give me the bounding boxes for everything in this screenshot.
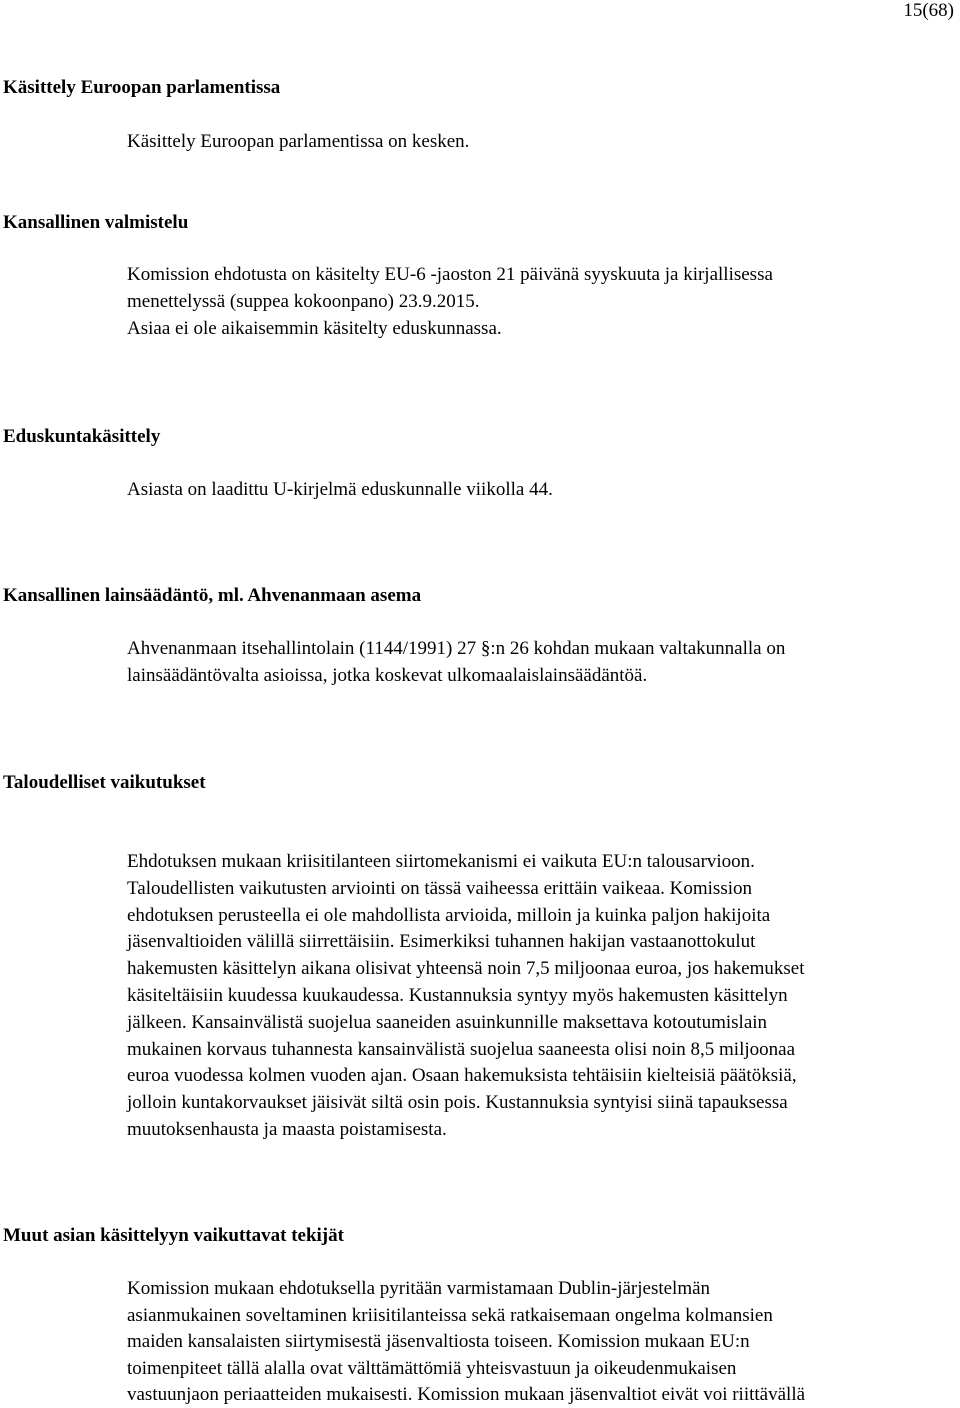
section-heading: Käsittely Euroopan parlamentissa	[3, 77, 281, 98]
body-text-line: Taloudellisten vaikutusten arviointi on tässä vaiheessa erittäin vaikeaa. Komission	[127, 878, 752, 899]
section-heading: Eduskuntakäsittely	[3, 426, 161, 447]
section-heading: Kansallinen valmistelu	[3, 212, 189, 233]
body-text-line: Ehdotuksen mukaan kriisitilanteen siirtomekanismi ei vaikuta EU:n talousarvioon.	[127, 851, 755, 872]
body-text-line: Asiaa ei ole aikaisemmin käsitelty eduskunnassa.	[127, 318, 502, 339]
section-heading: Muut asian käsittelyyn vaikuttavat tekijät	[3, 1225, 344, 1246]
body-text-line: jälkeen. Kansainvälistä suojelua saaneiden asuinkunnille maksettava kotoutumislain	[127, 1012, 768, 1033]
body-text-line: Käsittely Euroopan parlamentissa on kesken.	[127, 131, 470, 152]
body-text-line: toimenpiteet tällä alalla ovat välttämättömiä yhteisvastuun ja oikeudenmukaisen	[127, 1358, 737, 1379]
body-text-line: Ahvenanmaan itsehallintolain (1144/1991) 27 §:n 26 kohdan mukaan valtakunnalla on	[127, 638, 786, 659]
body-text-line: lainsäädäntövalta asioissa, jotka koskevat ulkomaalaislainsäädäntöä.	[127, 665, 648, 686]
body-text-line: vastuunjaon periaatteiden mukaisesti. Komission mukaan jäsenvaltiot eivät voi riittävällä	[127, 1384, 806, 1405]
body-text-line: jolloin kuntakorvaukset jäisivät siltä osin pois. Kustannuksia syntyisi siinä tapauksessa	[127, 1092, 788, 1113]
body-text-line: Komission ehdotusta on käsitelty EU-6 -jaoston 21 päivänä syyskuuta ja kirjallisessa	[127, 264, 773, 285]
section-heading: Taloudelliset vaikutukset	[3, 772, 206, 793]
body-text-line: mukainen korvaus tuhannesta kansainvälistä suojelua saaneesta olisi noin 8,5 miljoonaa	[127, 1039, 796, 1060]
body-text-line: euroa vuodessa kolmen vuoden ajan. Osaan hakemuksista tehtäisiin kielteisiä päätöksiä,	[127, 1065, 797, 1086]
body-text-line: menettelyssä (suppea kokoonpano) 23.9.2015.	[127, 291, 480, 312]
body-text-line: ehdotuksen perusteella ei ole mahdollista arvioida, milloin ja kuinka paljon hakijoita	[127, 905, 771, 926]
section-heading: Kansallinen lainsäädäntö, ml. Ahvenanmaan asema	[3, 585, 422, 606]
body-text-line: Komission mukaan ehdotuksella pyritään varmistamaan Dublin-järjestelmän	[127, 1278, 711, 1299]
page-number: 15(68)	[903, 0, 954, 21]
body-text-line: käsiteltäisiin kuudessa kuukaudessa. Kustannuksia syntyy myös hakemusten käsittelyn	[127, 985, 788, 1006]
body-text-line: maiden kansalaisten siirtymisestä jäsenvaltiosta toiseen. Komission mukaan EU:n	[127, 1331, 750, 1352]
body-text-line: hakemusten käsittelyn aikana olisivat yhteensä noin 7,5 miljoonaa euroa, jos hakemukset	[127, 958, 805, 979]
body-text-line: asianmukainen soveltaminen kriisitilanteissa sekä ratkaisemaan ongelma kolmansien	[127, 1305, 773, 1326]
body-text-line: jäsenvaltioiden välillä siirrettäisiin. Esimerkiksi tuhannen hakijan vastaanottokulut	[127, 931, 756, 952]
body-text-line: Asiasta on laadittu U-kirjelmä eduskunnalle viikolla 44.	[127, 479, 553, 500]
body-text-line: muutoksenhausta ja maasta poistamisesta.	[127, 1119, 447, 1140]
